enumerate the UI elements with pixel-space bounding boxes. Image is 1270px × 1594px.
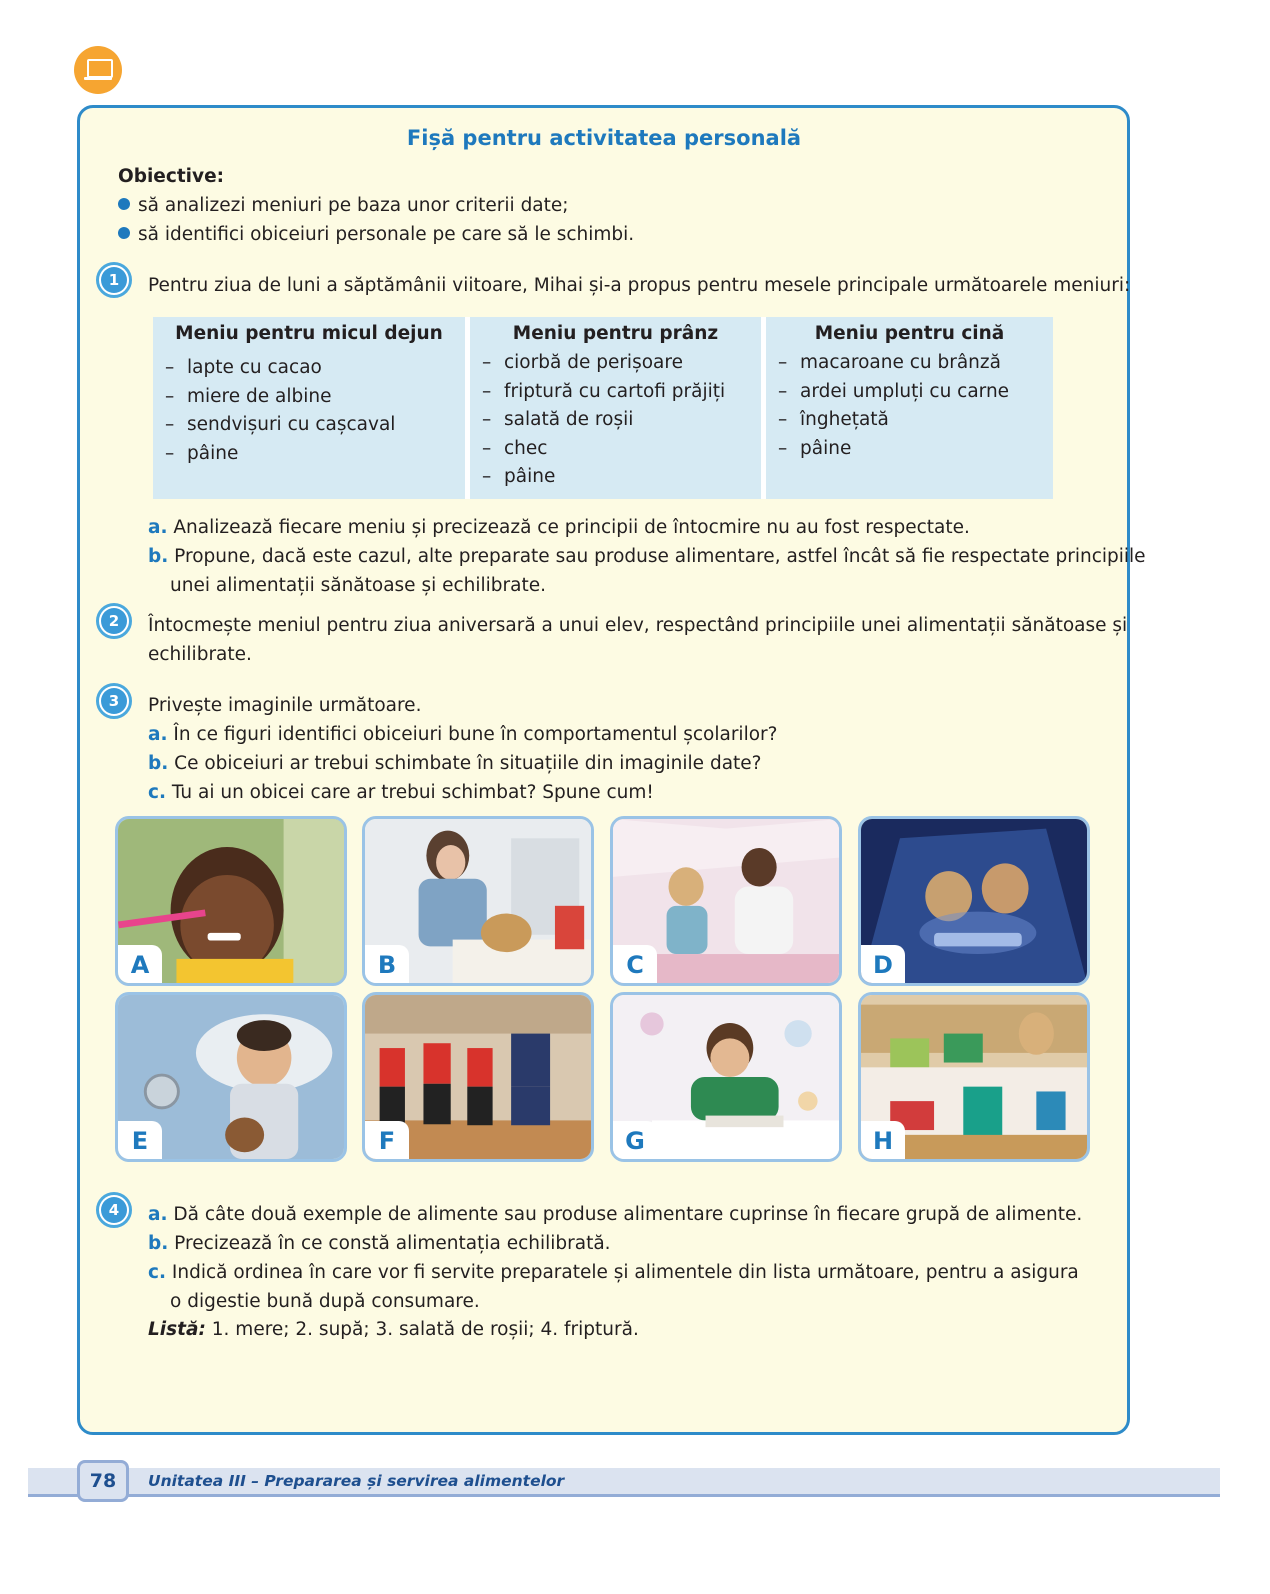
exercise-number-badge: 4	[96, 1192, 132, 1228]
photo-boy-alarm-clock	[115, 992, 347, 1162]
exercise4-list: Listă: 1. mere; 2. supă; 3. salată de roșii; 4. friptură.	[148, 1319, 639, 1340]
photo-label: B	[365, 945, 409, 983]
menus-table	[153, 317, 1053, 499]
menu-item: – friptură cu cartofi prăjiți	[482, 378, 749, 407]
menu-item: – salată de roșii	[482, 406, 749, 435]
menu-title: Meniu pentru prânz	[512, 323, 719, 344]
menu-item: – macaroane cu brânză	[778, 349, 1041, 378]
exercise-number-badge: 3	[96, 683, 132, 719]
page-title: Fișă pentru activitatea personală	[406, 126, 802, 150]
menu-item: – înghețată	[778, 406, 1041, 435]
page-number: 78	[77, 1460, 129, 1502]
exercise1-task-b: b. Propune, dacă este cazul, alte preparate sau produse alimentare, astfel încât să fie respectate principiile	[148, 546, 1146, 567]
menu-item: – pâine	[482, 463, 749, 492]
bullet-icon	[118, 198, 130, 210]
photo-label: D	[861, 945, 905, 983]
menu-item: – ciorbă de perișoare	[482, 349, 749, 378]
photo-child-brushing-teeth	[115, 816, 347, 986]
bullet-icon	[118, 227, 130, 239]
exercise-number-badge: 2	[96, 603, 132, 639]
exercise1-intro: Pentru ziua de luni a săptămânii viitoare, Mihai și-a propus pentru mesele principale următoarele meniuri:	[148, 275, 1131, 296]
exercise4-task-c-cont: o digestie bună după consumare.	[170, 1291, 480, 1312]
exercise1-task-b-cont: unei alimentații sănătoase și echilibrate.	[170, 575, 547, 596]
computer-icon	[74, 46, 122, 94]
photo-label: F	[365, 1121, 409, 1159]
photo-label: A	[118, 945, 162, 983]
menu-title: Meniu pentru cină	[814, 323, 1005, 344]
objective-item: să identifici obiceiuri personale pe care să le schimbi.	[118, 220, 634, 249]
photo-label: C	[613, 945, 657, 983]
exercise3-task-a: a. În ce figuri identifici obiceiuri bune în comportamentul școlarilor?	[148, 724, 778, 745]
photo-messy-bedroom	[858, 992, 1090, 1162]
menu-item: – ardei umpluți cu carne	[778, 378, 1041, 407]
photo-children-exercising	[362, 992, 594, 1162]
menu-breakfast	[153, 317, 465, 499]
exercise4-task-c: c. Indică ordinea în care vor fi servite preparatele și alimentele din lista următoare, pentru a asigura	[148, 1262, 1079, 1283]
objective-item: să analizezi meniuri pe baza unor criterii date;	[118, 191, 569, 220]
photo-boy-reading	[610, 992, 842, 1162]
menu-item: – miere de albine	[165, 383, 453, 412]
menu-item: – chec	[482, 435, 749, 464]
objectives-heading: Obiective:	[118, 166, 225, 187]
menu-lunch	[470, 317, 761, 499]
exercise-number-badge: 1	[96, 262, 132, 298]
exercise4-task-b: b. Precizează în ce constă alimentația echilibrată.	[148, 1233, 611, 1254]
photo-child-sleeping-at-desk	[362, 816, 594, 986]
exercise1-task-a: a. Analizează fiecare meniu și precizează ce principii de întocmire nu au fost respectate.	[148, 517, 970, 538]
exercise2-text: Întocmește meniul pentru ziua aniversară a unui elev, respectând principiile unei alimentații sănătoase și	[148, 615, 1128, 636]
menu-item: – sendvișuri cu cașcaval	[165, 411, 453, 440]
menu-item: – pâine	[778, 435, 1041, 464]
photo-label: G	[613, 1121, 657, 1159]
menu-item: – pâine	[165, 440, 453, 469]
photo-children-tablet-under-blanket	[858, 816, 1090, 986]
footer-unit-title: Unitatea III – Prepararea și servirea alimentelor	[148, 1472, 565, 1490]
menu-title: Meniu pentru micul dejun	[175, 323, 443, 344]
exercise3-task-c: c. Tu ai un obicei care ar trebui schimbat? Spune cum!	[148, 782, 654, 803]
exercise2-text-cont: echilibrate.	[148, 644, 252, 665]
menu-item: – lapte cu cacao	[165, 354, 453, 383]
photo-label: E	[118, 1121, 162, 1159]
photo-label: H	[861, 1121, 905, 1159]
exercise3-task-b: b. Ce obiceiuri ar trebui schimbate în situațiile din imaginile date?	[148, 753, 762, 774]
footer-divider	[28, 1494, 1220, 1497]
photo-mother-and-child-tea	[610, 816, 842, 986]
exercise3-intro: Privește imaginile următoare.	[148, 695, 422, 716]
exercise4-task-a: a. Dă câte două exemple de alimente sau produse alimentare cuprinse în fiecare grupă de alimente.	[148, 1204, 1083, 1225]
menu-dinner	[766, 317, 1053, 499]
